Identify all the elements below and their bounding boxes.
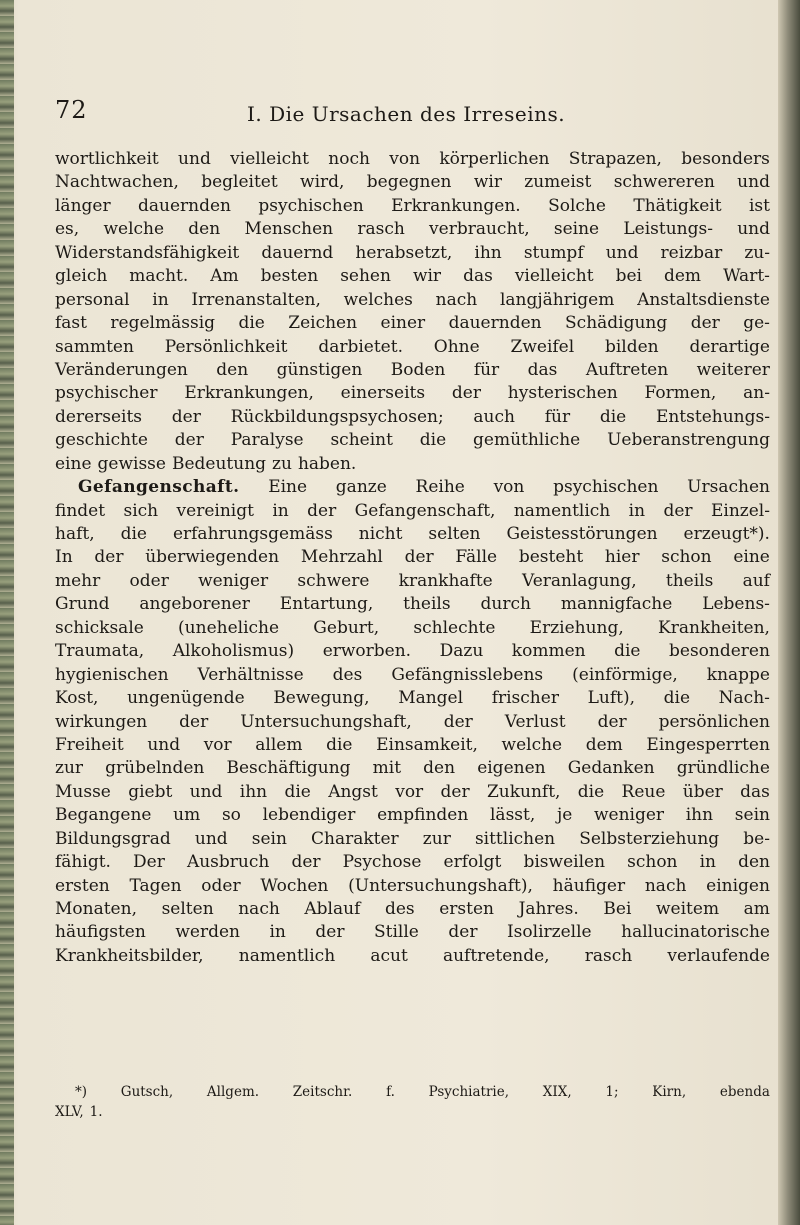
text-line: sammten Persönlichkeit darbietet. Ohne Zweifel bilden derartige bbox=[55, 336, 770, 357]
footnote-line: *) Gutsch, Allgem. Zeitschr. f. Psychiatrie, XIX, 1; Kirn, ebenda bbox=[75, 1084, 770, 1100]
page-number: 72 bbox=[55, 96, 88, 124]
running-title: I. Die Ursachen des Irreseins. bbox=[247, 102, 566, 126]
text-line: gleich macht. Am besten sehen wir das vielleicht bei dem Wart- bbox=[55, 266, 770, 287]
text-line: psychischer Erkrankungen, einerseits der hysterischen Formen, an- bbox=[55, 383, 770, 404]
text-line: wortlichkeit und vielleicht noch von körperlichen Strapazen, besonders bbox=[55, 149, 770, 169]
binding-edge-right bbox=[778, 0, 800, 1225]
text-line: Monaten, selten nach Ablauf des ersten Jahres. Bei weitem am bbox=[55, 899, 770, 919]
text-line: Traumata, Alkoholismus) erworben. Dazu kommen die besonderen bbox=[55, 641, 770, 662]
page-header bbox=[55, 96, 770, 130]
text-line: Krankheitsbilder, namentlich acut auftretende, rasch verlaufende bbox=[55, 945, 770, 966]
text-line: Gefangenschaft. Eine ganze Reihe von psychischen Ursachen bbox=[78, 477, 770, 498]
text-line: fast regelmässig die Zeichen einer dauernden Schädigung der ge- bbox=[55, 313, 770, 334]
text-line: es, welche den Menschen rasch verbraucht, seine Leistungs- und bbox=[55, 219, 770, 240]
body-text bbox=[55, 148, 770, 968]
binding-edge-left bbox=[0, 0, 14, 1225]
text-line: zur grübelnden Beschäftigung mit den eigenen Gedanken gründliche bbox=[55, 758, 770, 779]
text-line: personal in Irrenanstalten, welches nach langjährigem Anstaltsdienste bbox=[55, 289, 770, 310]
text-line: haft, die erfahrungsgemäss nicht selten Geistesstörungen erzeugt*). bbox=[55, 524, 770, 544]
text-line: Bildungsgrad und sein Charakter zur sittlichen Selbsterziehung be- bbox=[55, 828, 770, 849]
text-line: hygienischen Verhältnisse des Gefängnisslebens (einförmige, knappe bbox=[55, 664, 770, 685]
text-line: Veränderungen den günstigen Boden für das Auftreten weiterer bbox=[55, 359, 770, 380]
text-line: eine gewisse Bedeutung zu haben. bbox=[55, 453, 357, 474]
text-line: schicksale (uneheliche Geburt, schlechte Erziehung, Krankheiten, bbox=[55, 617, 770, 638]
text-line: Widerstandsfähigkeit dauernd herabsetzt, ihn stumpf und reizbar zu- bbox=[55, 242, 770, 263]
footnote bbox=[55, 1082, 770, 1122]
text-line: Kost, ungenügende Bewegung, Mangel frischer Luft), die Nach- bbox=[55, 688, 770, 709]
text-line: dererseits der Rückbildungspsychosen; auch für die Entstehungs- bbox=[55, 406, 770, 427]
text-line: Begangene um so lebendiger empfinden lässt, je weniger ihn sein bbox=[55, 805, 770, 826]
text-line: fähigt. Der Ausbruch der Psychose erfolgt bisweilen schon in den bbox=[55, 852, 770, 873]
text-line: Musse giebt und ihn die Angst vor der Zukunft, die Reue über das bbox=[55, 781, 770, 802]
text-line: mehr oder weniger schwere krankhafte Veranlagung, theils auf bbox=[55, 570, 770, 591]
text-line: geschichte der Paralyse scheint die gemüthliche Ueberanstrengung bbox=[55, 430, 770, 451]
text-line: häufigsten werden in der Stille der Isolirzelle hallucinatorische bbox=[55, 922, 770, 943]
text-line: länger dauernden psychischen Erkrankungen. Solche Thätigkeit ist bbox=[55, 195, 770, 216]
text-line: Freiheit und vor allem die Einsamkeit, welche dem Eingesperrten bbox=[55, 734, 770, 755]
text-line: Nachtwachen, begleitet wird, begegnen wir zumeist schwereren und bbox=[55, 172, 770, 193]
text-line: ersten Tagen oder Wochen (Untersuchungshaft), häufiger nach einigen bbox=[55, 875, 770, 896]
text-line: Grund angeborener Entartung, theils durch mannigfache Lebens- bbox=[55, 594, 770, 615]
text-line: In der überwiegenden Mehrzahl der Fälle besteht hier schon eine bbox=[55, 547, 770, 568]
text-line: findet sich vereinigt in der Gefangenschaft, namentlich in der Einzel- bbox=[55, 500, 770, 521]
footnote-line: XLV, 1. bbox=[55, 1104, 103, 1120]
text-line: wirkungen der Untersuchungshaft, der Verlust der persönlichen bbox=[55, 711, 770, 732]
